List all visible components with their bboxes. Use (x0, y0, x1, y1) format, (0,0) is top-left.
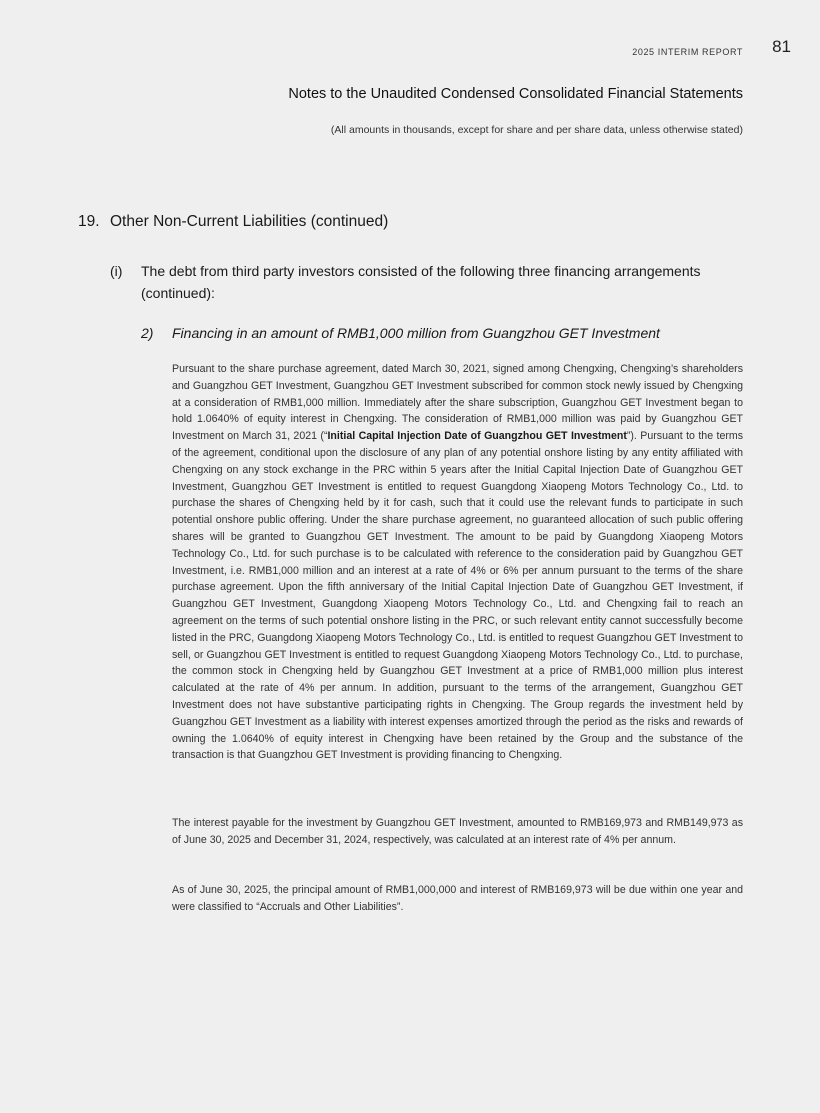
subsection-heading (110, 260, 730, 304)
item-title: Financing in an amount of RMB1,000 million from Guangzhou GET Investment (172, 325, 660, 341)
page-number: 81 (772, 37, 791, 56)
subsection-number: (i) (110, 263, 123, 279)
item-number: 2) (141, 325, 154, 341)
paragraph-classification: As of June 30, 2025, the principal amount of RMB1,000,000 and interest of RMB169,973 will be due within one year and were classified to “Accruals and Other Liabilities”. (172, 884, 743, 913)
report-label: 2025 INTERIM REPORT (632, 47, 743, 57)
notes-subtitle: (All amounts in thousands, except for share and per share data, unless otherwise stated) (330, 124, 743, 136)
notes-title: Notes to the Unaudited Condensed Consolidated Financial Statements (288, 86, 743, 102)
defined-term: Initial Capital Injection Date of Guangzhou GET Investment (327, 430, 627, 443)
section-title: Other Non-Current Liabilities (continued) (110, 213, 389, 230)
subsection-title: The debt from third party investors consisted of the following three financing arrangements (continued): (141, 263, 701, 301)
section-number: 19. (78, 213, 100, 230)
paragraph-text: Pursuant to the share purchase agreement, dated March 30, 2021, signed among Chengxing, Chengxing’s shareholders and Guangzhou GET Investment, Guangzhou GET Investment subscribed for common stock newly issued by Chengxing at a consideration of RMB1,000 million. Immediately after the share subscription, Guangzhou GET Investment began to hold 1.0640% of equity interest in Chengxing. The consideration of RMB1,000 million was paid by Guangzhou GET Investment on March 31, 2021 (“ (172, 363, 743, 443)
section-heading (78, 213, 388, 231)
paragraph-interest-payable: The interest payable for the investment by Guangzhou GET Investment, amounted to RMB169,973 and RMB149,973 as of June 30, 2025 and December 31, 2024, respectively, was calculated at an interest rate of 4% per annum. (172, 817, 743, 846)
paragraph-financing-terms (172, 361, 743, 764)
paragraph-text: ”). Pursuant to the terms of the agreement, conditional upon the disclosure of any plan of any potential onshore listing by any entity affiliated with Chengxing on any stock exchange in the PRC within 5 years after the Initial Capital Injection Date of Guangzhou GET Investment, Guangzhou GET Investment is entitled to request Guangdong Xiaopeng Motors Technology Co., Ltd. to purchase the shares of Chengxing held by it for cash, such that it could use the relevant funds to participate in such potential onshore public offering. Under the share purchase agreement, no guaranteed allocation of such public offering shares will be granted to Guangzhou GET Investment. The amount to be paid by Guangdong Xiaopeng Motors Technology Co., Ltd. for such purchase is to be calculated with reference to the consideration paid by Guangzhou GET Investment, i.e. RMB1,000 million and an interest at a rate of 4% or 6% per annum pursuant to the terms of the share purchase agreement. Upon the fifth anniversary of the Initial Capital Injection Date of Guangzhou GET Investment, if Guangzhou GET Investment, Guangdong Xiaopeng Motors Technology Co., Ltd. and Chengxing fail to reach an agreement on the terms of such potential onshore listing in the PRC, or such relevant entity cannot successfully become listed in the PRC, Guangdong Xiaopeng Motors Technology Co., Ltd. is entitled to request Guangzhou GET Investment to sell, or Guangzhou GET Investment is entitled to request Guangdong Xiaopeng Motors Technology Co., Ltd. to purchase, the common stock in Chengxing held by Guangzhou GET Investment at a price of RMB1,000 million plus interest calculated at the rate of 4% per annum. In addition, pursuant to the terms of the arrangement, Guangzhou GET Investment does not have substantive participating rights in Chengxing. The Group regards the investment held by Guangzhou GET Investment as a liability with interest expenses amortized through the period as the risks and rewards of owning the 1.0640% of equity interest in Chengxing have been retained by the Group and the substance of the transaction is that Guangzhou GET Investment is providing financing to Chengxing. (172, 430, 743, 762)
item-heading (141, 325, 761, 341)
